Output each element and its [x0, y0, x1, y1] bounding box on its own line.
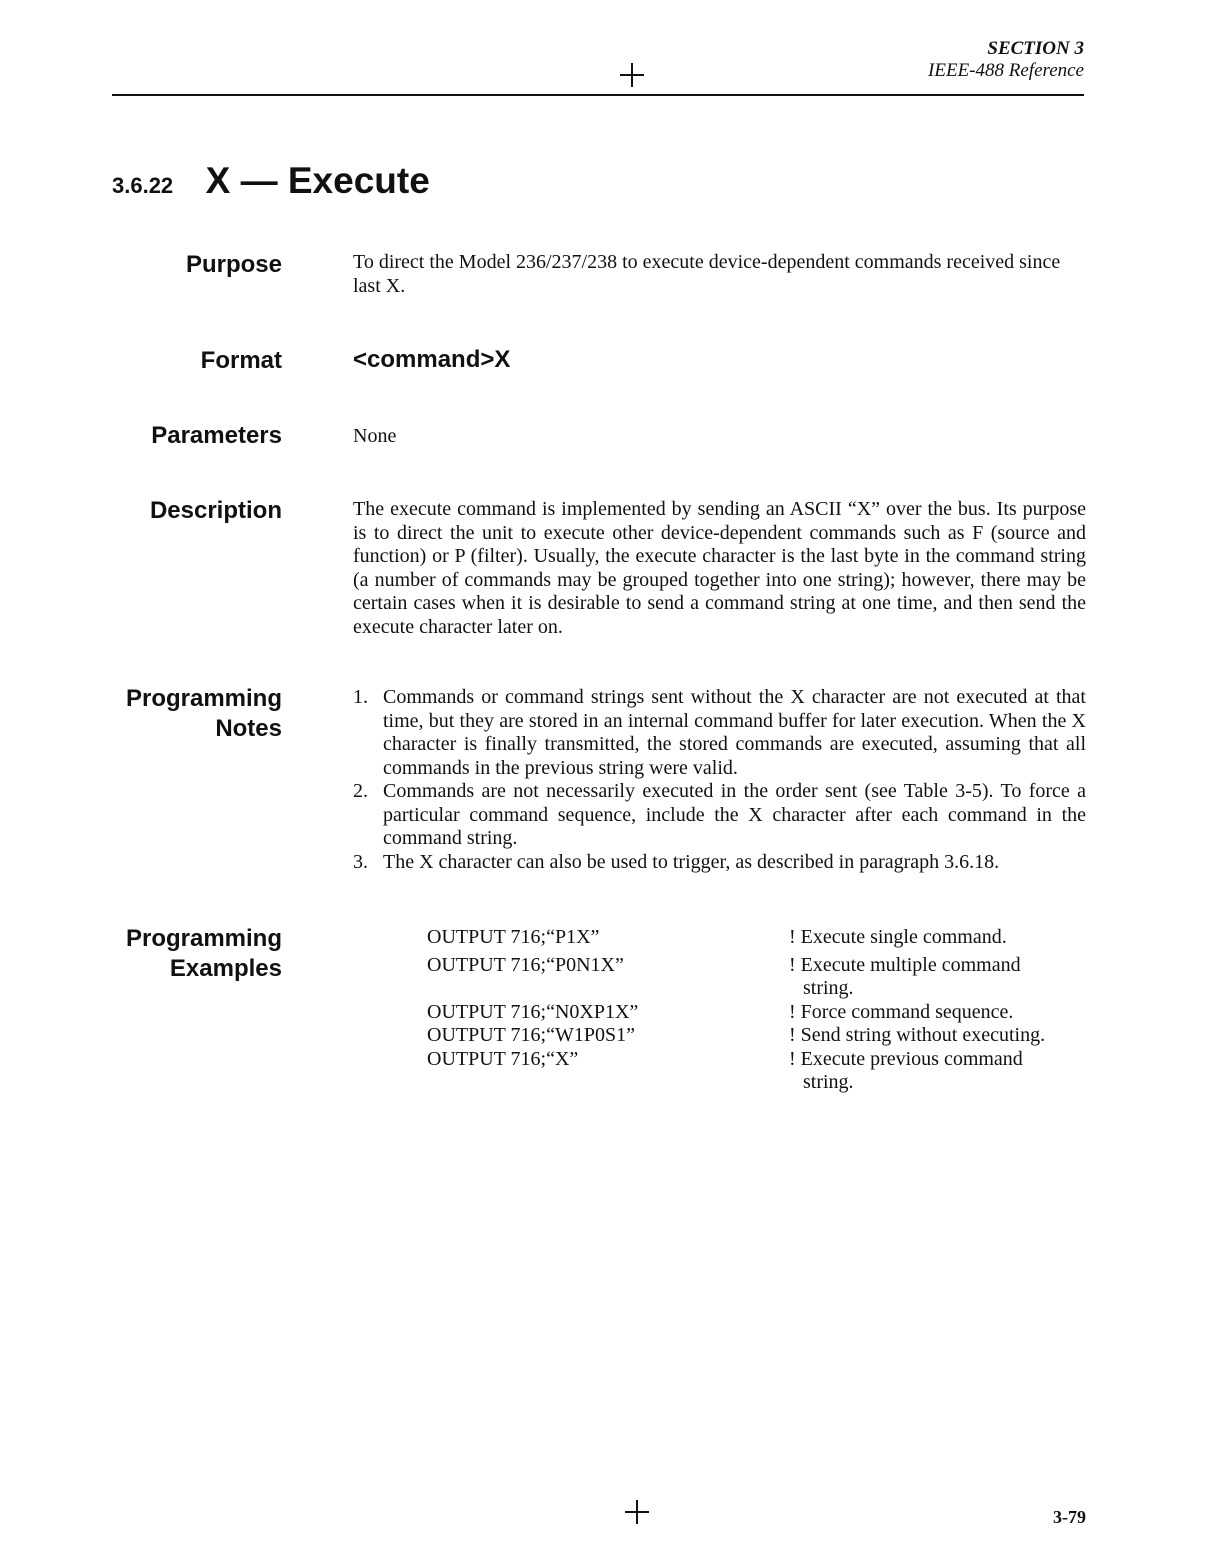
programming-notes-label — [126, 684, 282, 744]
description-text: The execute command is implemented by sending an ASCII “X” over the bus. Its purpose is to direct the unit to execute other device-dependent commands such as F (source and function) or P (filter). Usually, the execute character is the last byte in the command string (a number of commands may be grouped together into one string); however, there may be certain cases when it is desirable to send a command string at one time, and then send the execute character later on. — [353, 498, 1086, 638]
note-number: 2. — [353, 780, 368, 802]
example-comment-continuation: string. — [803, 977, 854, 999]
example-comment-text: ! Send string without executing. — [789, 1024, 1046, 1046]
example-comment — [789, 1048, 1079, 1095]
note-text: The X character can also be used to trigger, as described in paragraph 3.6.18. — [383, 850, 1000, 873]
example-command: OUTPUT 716;“W1P0S1” — [427, 1024, 635, 1046]
header-subtitle: IEEE-488 Reference — [928, 60, 1084, 81]
parameters-label: Parameters — [151, 422, 282, 449]
page-number: 3-79 — [1053, 1507, 1086, 1527]
example-comment-text: ! Execute previous command — [789, 1047, 1023, 1070]
format-syntax: <command>X — [353, 346, 511, 373]
description-label: Description — [149, 497, 282, 524]
section-number: 3.6.22 — [112, 173, 174, 198]
purpose-text: To direct the Model 236/237/238 to execute device-dependent commands received since last X. — [353, 251, 1061, 297]
programming-notes — [353, 686, 1086, 874]
note-item — [353, 851, 1086, 875]
example-comment — [789, 926, 1079, 950]
programming-notes-label-line1: Programming — [125, 685, 282, 712]
note-number: 3. — [353, 850, 368, 873]
registration-mark-top — [620, 63, 644, 87]
example-comment-text: ! Force command sequence. — [789, 1000, 1014, 1023]
format-label: Format — [200, 347, 282, 374]
purpose-label: Purpose — [185, 251, 282, 278]
example-comment — [789, 954, 1079, 1001]
example-command: OUTPUT 716;“X” — [427, 1047, 579, 1070]
note-item — [353, 780, 1086, 851]
header-rule — [112, 94, 1084, 96]
example-comment-continuation: string. — [803, 1071, 854, 1093]
note-item — [353, 686, 1086, 780]
programming-notes-label-line2: Notes — [215, 715, 282, 742]
programming-examples-label-line1: Programming — [125, 925, 282, 952]
note-text: Commands are not necessarily executed in the order sent (see Table 3-5). To force a particular command sequence, include the X character after each command in the command string. — [383, 780, 1086, 849]
running-header — [928, 38, 1084, 82]
example-comment-text: ! Execute single command. — [789, 926, 1007, 948]
example-comment — [789, 1024, 1079, 1048]
section-name: X — Execute — [205, 160, 430, 201]
programming-examples-label — [126, 924, 282, 984]
example-command: OUTPUT 716;“P1X” — [427, 926, 600, 948]
example-command: OUTPUT 716;“P0N1X” — [427, 953, 624, 976]
note-text: Commands or command strings sent without the X character are not executed at that time, but they are stored in an internal command buffer for later execution. When the X character is finally transmitted, the stored commands are executed, assuming that all commands in the previous string were valid. — [383, 686, 1086, 779]
parameters-text: None — [353, 425, 397, 447]
notes-list — [353, 686, 1086, 874]
section-title — [112, 160, 430, 202]
registration-mark-bottom — [625, 1500, 649, 1524]
example-comment-text: ! Execute multiple command — [789, 953, 1021, 976]
programming-examples-label-line2: Examples — [169, 955, 282, 982]
note-number: 1. — [353, 686, 368, 708]
header-section: SECTION 3 — [987, 38, 1084, 59]
example-comment — [789, 1001, 1079, 1025]
example-command: OUTPUT 716;“N0XP1X” — [427, 1000, 639, 1023]
